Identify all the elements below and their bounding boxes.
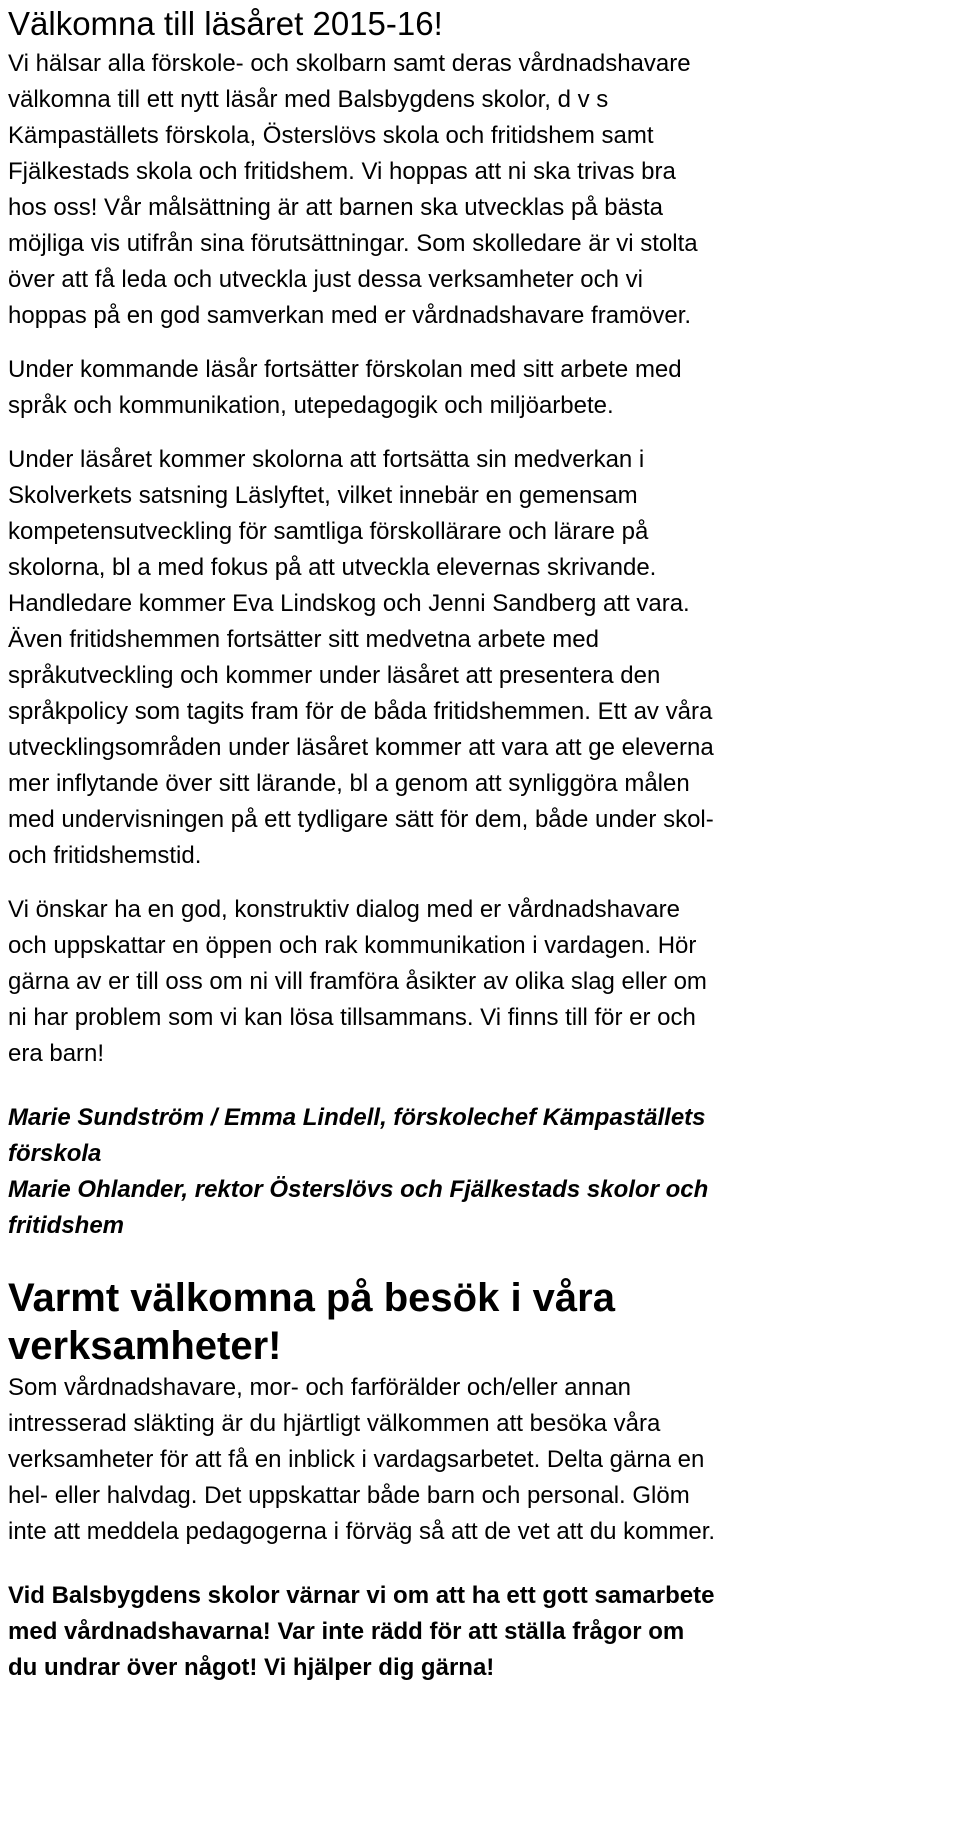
preschool-paragraph: Under kommande läsår fortsätter förskolan med sitt arbete med språk och kommunikation, utepedagogik och miljöarbete. [8, 356, 682, 419]
welcome-heading: Varmt välkomna på besök i våra verksamheter! [8, 1276, 615, 1368]
dialog-paragraph: Vi önskar ha en god, konstruktiv dialog med er vårdnadshavare och uppskattar en öppen och rak kommunikation i vardagen. Hör gärna av er till oss om ni vill framföra åsikter av olika slag eller om ni har problem som vi kan lösa tillsammans. Vi finns till för er och era barn! [8, 896, 707, 1067]
welcome-paragraph: Som vårdnadshavare, mor- och farförälder och/eller annan intresserad släkting är du hjärtligt välkommen att besöka våra verksamheter för att få en inblick i vardagsarbetet. Delta gärna en hel- eller halvdag. Det uppskattar både barn och personal. Glöm inte att meddela pedagogerna i förväg så att de vet att du kommer. [8, 1374, 716, 1545]
signature-preschool: Marie Sundström / Emma Lindell, förskolechef Kämpaställets förskola [8, 1104, 706, 1167]
closing-paragraph: Vid Balsbygdens skolor värnar vi om att ha ett gott samarbete med vårdnadshavarna! Var inte rädd för att ställa frågor om du undrar över något! Vi hjälper dig gärna! [8, 1582, 715, 1681]
signature-school: Marie Ohlander, rektor Österslövs och Fjälkestads skolor och fritidshem [8, 1176, 709, 1239]
school-paragraph: Under läsåret kommer skolorna att fortsätta sin medverkan i Skolverkets satsning Läslyftet, vilket innebär en gemensam kompetensutveckling för samtliga förskollärare och lärare på skolorna, bl a med fokus på att utveckla elevernas skrivande. Handledare kommer Eva Lindskog och Jenni Sandberg att vara. Även fritidshemmen fortsätter sitt medvetna arbete med språkutveckling och kommer under läsåret att presentera den språkpolicy som tagits fram för de båda fritidshemmen. Ett av våra utvecklingsområden under läsåret kommer att vara att ge eleverna mer inflytande över sitt lärande, bl a genom att synliggöra målen med undervisningen på ett tydligare sätt för dem, både under skol- och fritidshemstid. [8, 446, 714, 869]
page-title: Välkomna till läsåret 2015-16! [8, 5, 443, 42]
intro-paragraph: Vi hälsar alla förskole- och skolbarn samt deras vårdnadshavare välkomna till ett nytt läsår med Balsbygdens skolor, d v s Kämpaställets förskola, Österslövs skola och fritidshem samt Fjälkestads skola och fritidshem. Vi hoppas att ni ska trivas bra hos oss! Vår målsättning är att barnen ska utvecklas på bästa möjliga vis utifrån sina förutsättningar. Som skolledare är vi stolta över att få leda och utveckla just dessa verksamheter och vi hoppas på en god samverkan med er vårdnadshavare framöver. [8, 50, 698, 329]
